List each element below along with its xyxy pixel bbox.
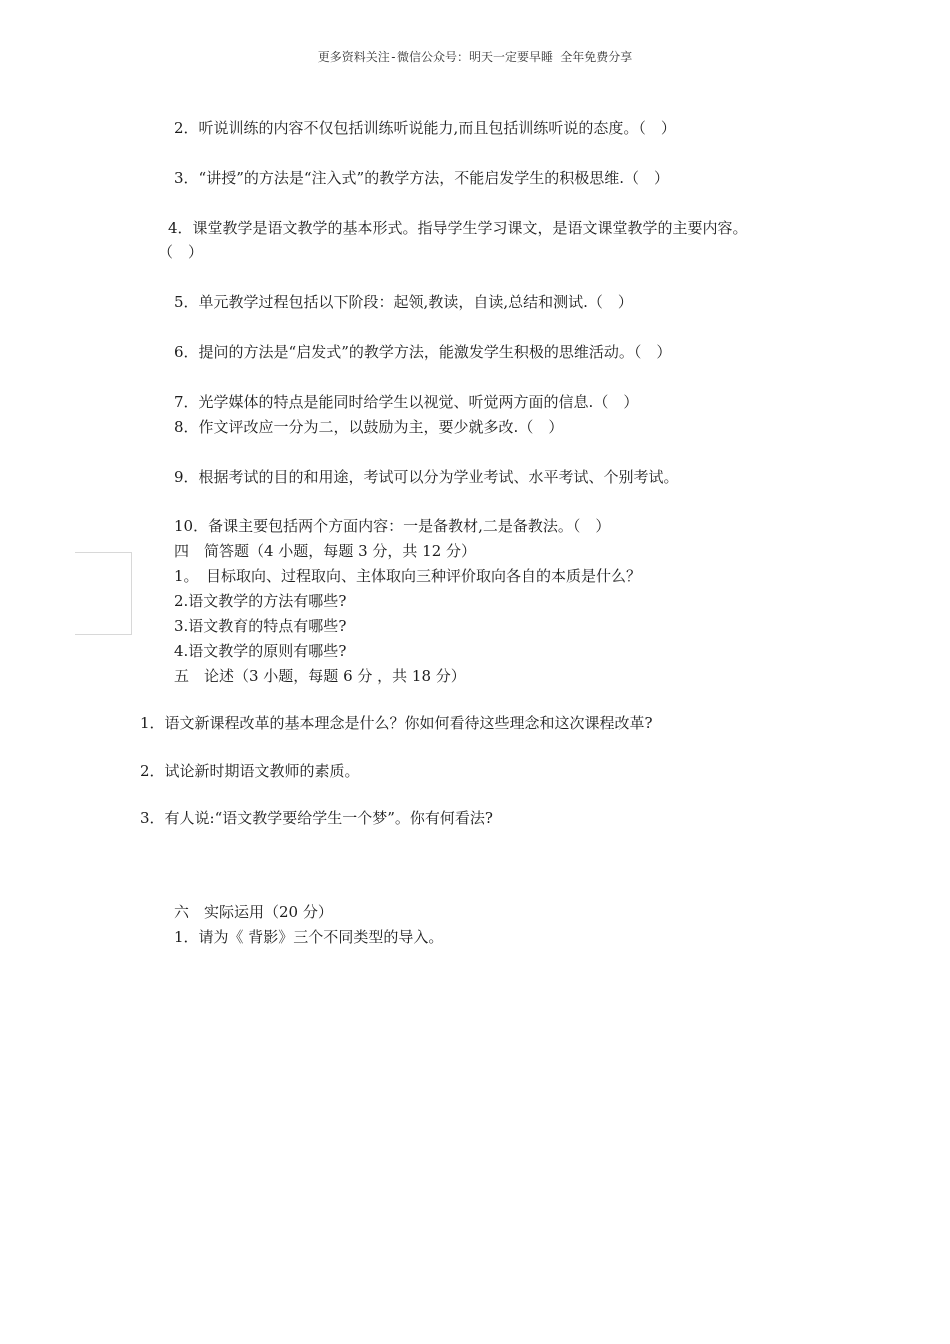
tf-item-5: 5．单元教学过程包括以下阶段：起领,教读，自读,总结和测试.（ ） <box>174 293 633 311</box>
tf-item-8: 8．作文评改应一分为二，以鼓励为主，要少就多改.（ ） <box>174 418 564 436</box>
essay-item-1: 1．语文新课程改革的基本理念是什么？你如何看待这些理念和这次课程改革? <box>140 714 653 732</box>
short-answer-item-1: 1。 目标取向、过程取向、主体取向三种评价取向各自的本质是什么？ <box>174 567 642 585</box>
application-item-1: 1．请为《 背影》三个不同类型的导入。 <box>174 928 444 946</box>
tf-item-9: 9．根据考试的目的和用途，考试可以分为学业考试、水平考试、个别考试。 <box>174 468 679 486</box>
tf-item-4-blank: （ ） <box>158 243 204 261</box>
page-header: 更多资料关注-微信公众号：明天一定要早睡 全年免费分享 <box>317 50 633 64</box>
short-answer-item-3: 3.语文教育的特点有哪些? <box>174 617 347 635</box>
tf-item-10: 10．备课主要包括两个方面内容：一是备教材,二是备教法。（ ） <box>174 517 611 535</box>
margin-box <box>75 552 132 635</box>
section-4-title: 四 简答题（4 小题，每题 3 分，共 12 分） <box>174 542 477 560</box>
short-answer-item-2: 2.语文教学的方法有哪些? <box>174 592 347 610</box>
short-answer-item-4: 4.语文教学的原则有哪些? <box>174 642 347 660</box>
tf-item-4: 4．课堂教学是语文教学的基本形式。指导学生学习课文，是语文课堂教学的主要内容。 <box>168 219 748 237</box>
essay-item-2: 2．试论新时期语文教师的素质。 <box>140 762 360 780</box>
essay-item-3: 3．有人说:“语文教学要给学生一个梦”。你有何看法? <box>140 809 493 827</box>
tf-item-6: 6．提问的方法是“启发式”的教学方法，能激发学生积极的思维活动。（ ） <box>174 343 672 361</box>
tf-item-2: 2．听说训练的内容不仅包括训练听说能力,而且包括训练听说的态度。（ ） <box>174 119 676 137</box>
section-5-title: 五 论述（3 小题，每题 6 分 ，共 18 分） <box>174 667 466 685</box>
tf-item-3: 3．“讲授”的方法是“注入式”的教学方法，不能启发学生的积极思维.（ ） <box>174 169 669 187</box>
section-6-title: 六 实际运用（20 分） <box>174 903 333 921</box>
tf-item-7: 7．光学媒体的特点是能同时给学生以视觉、听觉两方面的信息.（ ） <box>174 393 639 411</box>
